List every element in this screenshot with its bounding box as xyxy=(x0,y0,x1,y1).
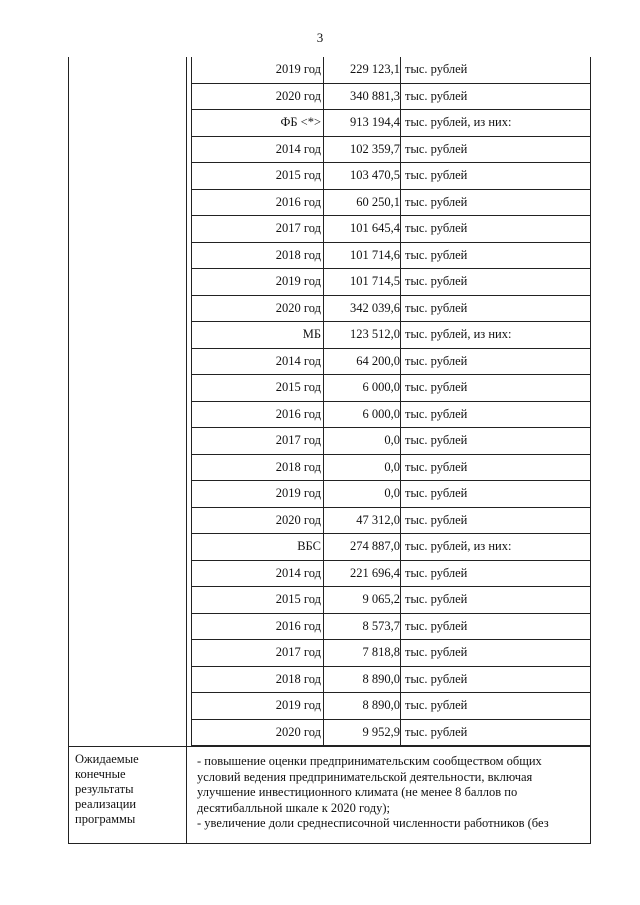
row-unit: тыс. рублей xyxy=(405,671,468,686)
row-label: 2014 год xyxy=(275,565,321,580)
row-value: 60 250,1 xyxy=(356,194,400,209)
row-label: 2020 год xyxy=(275,512,321,527)
label-line: Ожидаемые xyxy=(75,752,139,766)
row-unit: тыс. рублей xyxy=(405,724,468,739)
row-label: 2015 год xyxy=(275,380,321,395)
row-unit: тыс. рублей xyxy=(405,247,468,262)
row-unit: тыс. рублей xyxy=(405,274,468,289)
table-row xyxy=(191,587,590,614)
row-unit: тыс. рублей xyxy=(405,433,468,448)
row-value: 6 000,0 xyxy=(362,406,400,421)
table-row xyxy=(191,163,590,190)
row-unit: тыс. рублей xyxy=(405,618,468,633)
table-row xyxy=(191,455,590,482)
row-value: 221 696,4 xyxy=(350,565,400,580)
row-value: 340 881,3 xyxy=(350,88,400,103)
table-row xyxy=(191,561,590,588)
label-line: реализации xyxy=(75,797,137,811)
row-value: 7 818,8 xyxy=(362,645,400,660)
row-value: 8 573,7 xyxy=(362,618,400,633)
table-row xyxy=(191,190,590,217)
row-unit: тыс. рублей xyxy=(405,592,468,607)
row-label: 2019 год xyxy=(275,62,321,77)
row-label: МБ xyxy=(302,327,321,342)
row-label: 2019 год xyxy=(275,486,321,501)
row-value: 8 890,0 xyxy=(362,671,400,686)
row-unit: тыс. рублей xyxy=(405,300,468,315)
table-row xyxy=(191,428,590,455)
text-line: улучшение инвестиционного климата (не менее 8 баллов по xyxy=(197,785,518,800)
row-value: 274 887,0 xyxy=(350,539,400,554)
row-unit: тыс. рублей xyxy=(405,353,468,368)
row-label: 2019 год xyxy=(275,274,321,289)
row-value: 6 000,0 xyxy=(362,380,400,395)
row-value: 102 359,7 xyxy=(350,141,400,156)
table-row xyxy=(191,296,590,323)
row-label: 2020 год xyxy=(275,724,321,739)
row-label: 2019 год xyxy=(275,698,321,713)
row-unit: тыс. рублей, из них: xyxy=(405,539,512,554)
row-label: 2017 год xyxy=(275,433,321,448)
row-label: 2016 год xyxy=(275,618,321,633)
table-row xyxy=(191,640,590,667)
label-line: результаты xyxy=(75,782,134,796)
row-label: 2020 год xyxy=(275,300,321,315)
row-unit: тыс. рублей xyxy=(405,645,468,660)
expected-results-text xyxy=(197,754,582,832)
row-unit: тыс. рублей xyxy=(405,380,468,395)
row-value: 8 890,0 xyxy=(362,698,400,713)
row-value: 342 039,6 xyxy=(350,300,400,315)
text-line: - повышение оценки предпринимательским сообществом общих xyxy=(197,754,542,768)
row-label: 2014 год xyxy=(275,353,321,368)
row-unit: тыс. рублей xyxy=(405,459,468,474)
column-divider xyxy=(186,57,187,843)
row-unit: тыс. рублей xyxy=(405,194,468,209)
row-value: 101 645,4 xyxy=(350,221,400,236)
row-label: ФБ <*> xyxy=(280,115,321,130)
page-number: 3 xyxy=(316,30,324,45)
label-line: программы xyxy=(75,812,136,826)
table-row xyxy=(191,243,590,270)
financing-rows xyxy=(191,57,590,746)
row-unit: тыс. рублей xyxy=(405,62,468,77)
row-unit: тыс. рублей xyxy=(405,88,468,103)
row-label: 2016 год xyxy=(275,406,321,421)
table-row xyxy=(191,720,590,747)
row-value: 47 312,0 xyxy=(356,512,400,527)
row-label: 2015 год xyxy=(275,592,321,607)
row-value: 64 200,0 xyxy=(356,353,400,368)
row-value: 9 065,2 xyxy=(362,592,400,607)
text-line: - увеличение доли среднесписочной численности работников (без xyxy=(197,816,549,831)
row-value: 0,0 xyxy=(384,459,400,474)
text-line: условий ведения предпринимательской деятельности, включая xyxy=(197,769,533,784)
table-row xyxy=(191,57,590,84)
row-unit: тыс. рублей xyxy=(405,141,468,156)
row-unit: тыс. рублей xyxy=(405,565,468,580)
table-row xyxy=(191,534,590,561)
row-value: 101 714,6 xyxy=(350,247,400,262)
row-unit: тыс. рублей xyxy=(405,406,468,421)
row-label: 2017 год xyxy=(275,645,321,660)
row-value: 101 714,5 xyxy=(350,274,400,289)
row-label: 2018 год xyxy=(275,247,321,262)
row-unit: тыс. рублей xyxy=(405,168,468,183)
table-row xyxy=(191,667,590,694)
row-label: 2016 год xyxy=(275,194,321,209)
table-row xyxy=(191,216,590,243)
row-label: 2014 год xyxy=(275,141,321,156)
row-unit: тыс. рублей xyxy=(405,512,468,527)
row-label: 2020 год xyxy=(275,88,321,103)
row-value: 9 952,9 xyxy=(362,724,400,739)
table-row xyxy=(191,84,590,111)
table-row xyxy=(191,349,590,376)
text-line: десятибалльной шкале к 2020 году); xyxy=(197,800,390,815)
table-row xyxy=(191,110,590,137)
row-label: 2015 год xyxy=(275,168,321,183)
row-unit: тыс. рублей xyxy=(405,698,468,713)
financing-table xyxy=(68,57,591,844)
table-row xyxy=(191,269,590,296)
row-label: ВБС xyxy=(297,539,321,554)
expected-results-label xyxy=(75,752,183,827)
table-row xyxy=(191,481,590,508)
table-row xyxy=(191,402,590,429)
row-value: 229 123,1 xyxy=(350,62,400,77)
row-unit: тыс. рублей xyxy=(405,221,468,236)
table-row xyxy=(191,693,590,720)
row-label: 2018 год xyxy=(275,459,321,474)
table-row xyxy=(191,614,590,641)
row-unit: тыс. рублей, из них: xyxy=(405,115,512,130)
row-value: 123 512,0 xyxy=(350,327,400,342)
row-label: 2018 год xyxy=(275,671,321,686)
row-unit: тыс. рублей xyxy=(405,486,468,501)
label-line: конечные xyxy=(75,767,126,781)
table-row xyxy=(191,375,590,402)
table-row xyxy=(191,508,590,535)
table-row xyxy=(191,137,590,164)
row-label: 2017 год xyxy=(275,221,321,236)
row-value: 0,0 xyxy=(384,433,400,448)
row-unit: тыс. рублей, из них: xyxy=(405,327,512,342)
table-row xyxy=(191,322,590,349)
section-divider xyxy=(69,746,590,747)
row-value: 103 470,5 xyxy=(350,168,400,183)
row-value: 0,0 xyxy=(384,486,400,501)
row-value: 913 194,4 xyxy=(350,115,400,130)
